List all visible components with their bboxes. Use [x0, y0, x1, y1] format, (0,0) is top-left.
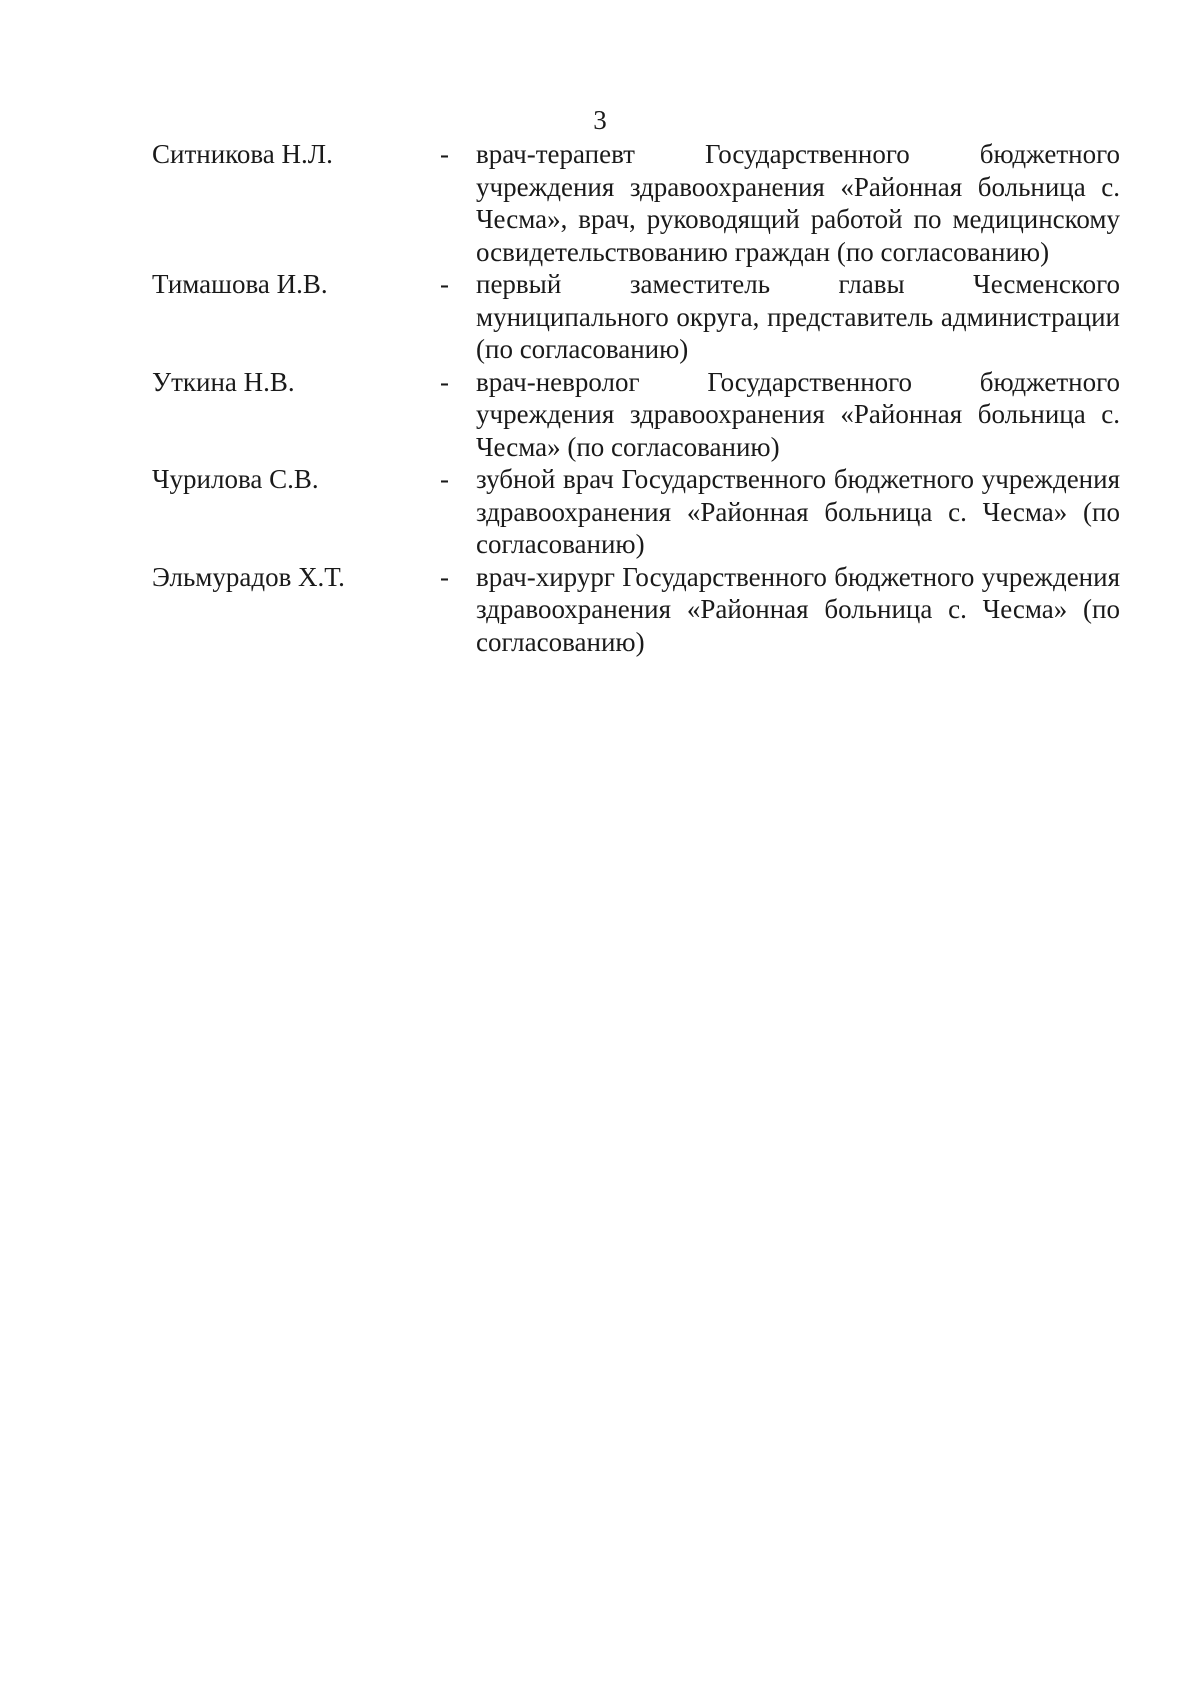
member-description: первый заместитель главы Чесменского муниципального округа, представитель администрации (по согласованию) — [476, 269, 1120, 364]
member-name: Уткина Н.В. — [152, 366, 295, 397]
member-row — [152, 463, 1120, 561]
member-name: Чурилова С.В. — [152, 464, 319, 494]
member-row — [152, 268, 1120, 366]
member-dash: - — [440, 366, 449, 397]
member-dash: - — [440, 139, 449, 169]
member-row — [152, 366, 1120, 464]
member-dash: - — [440, 269, 449, 299]
member-description: зубной врач Государственного бюджетного учреждения здравоохранения «Районная больница с. Чесма» (по согласованию) — [476, 464, 1120, 559]
members-list — [152, 138, 1120, 658]
member-description: врач-терапевт Государственного бюджетного учреждения здравоохранения «Районная больница с. Чесма», врач, руководящий работой по медицинскому освидетельствованию граждан (по согласованию) — [476, 139, 1120, 267]
member-dash: - — [440, 561, 449, 592]
member-row — [152, 138, 1120, 268]
page-number: 3 — [593, 105, 607, 135]
member-name: Ситникова Н.Л. — [152, 139, 333, 169]
member-name: Тимашова И.В. — [152, 269, 328, 299]
member-description: врач-хирург Государственного бюджетного учреждения здравоохранения «Районная больница с. Чесма» (по согласованию) — [476, 561, 1120, 657]
member-name: Эльмурадов Х.Т. — [152, 561, 345, 592]
member-dash: - — [440, 464, 449, 494]
member-description: врач-невролог Государственного бюджетного учреждения здравоохранения «Районная больница с. Чесма» (по согласованию) — [476, 366, 1120, 462]
member-row — [152, 561, 1120, 659]
